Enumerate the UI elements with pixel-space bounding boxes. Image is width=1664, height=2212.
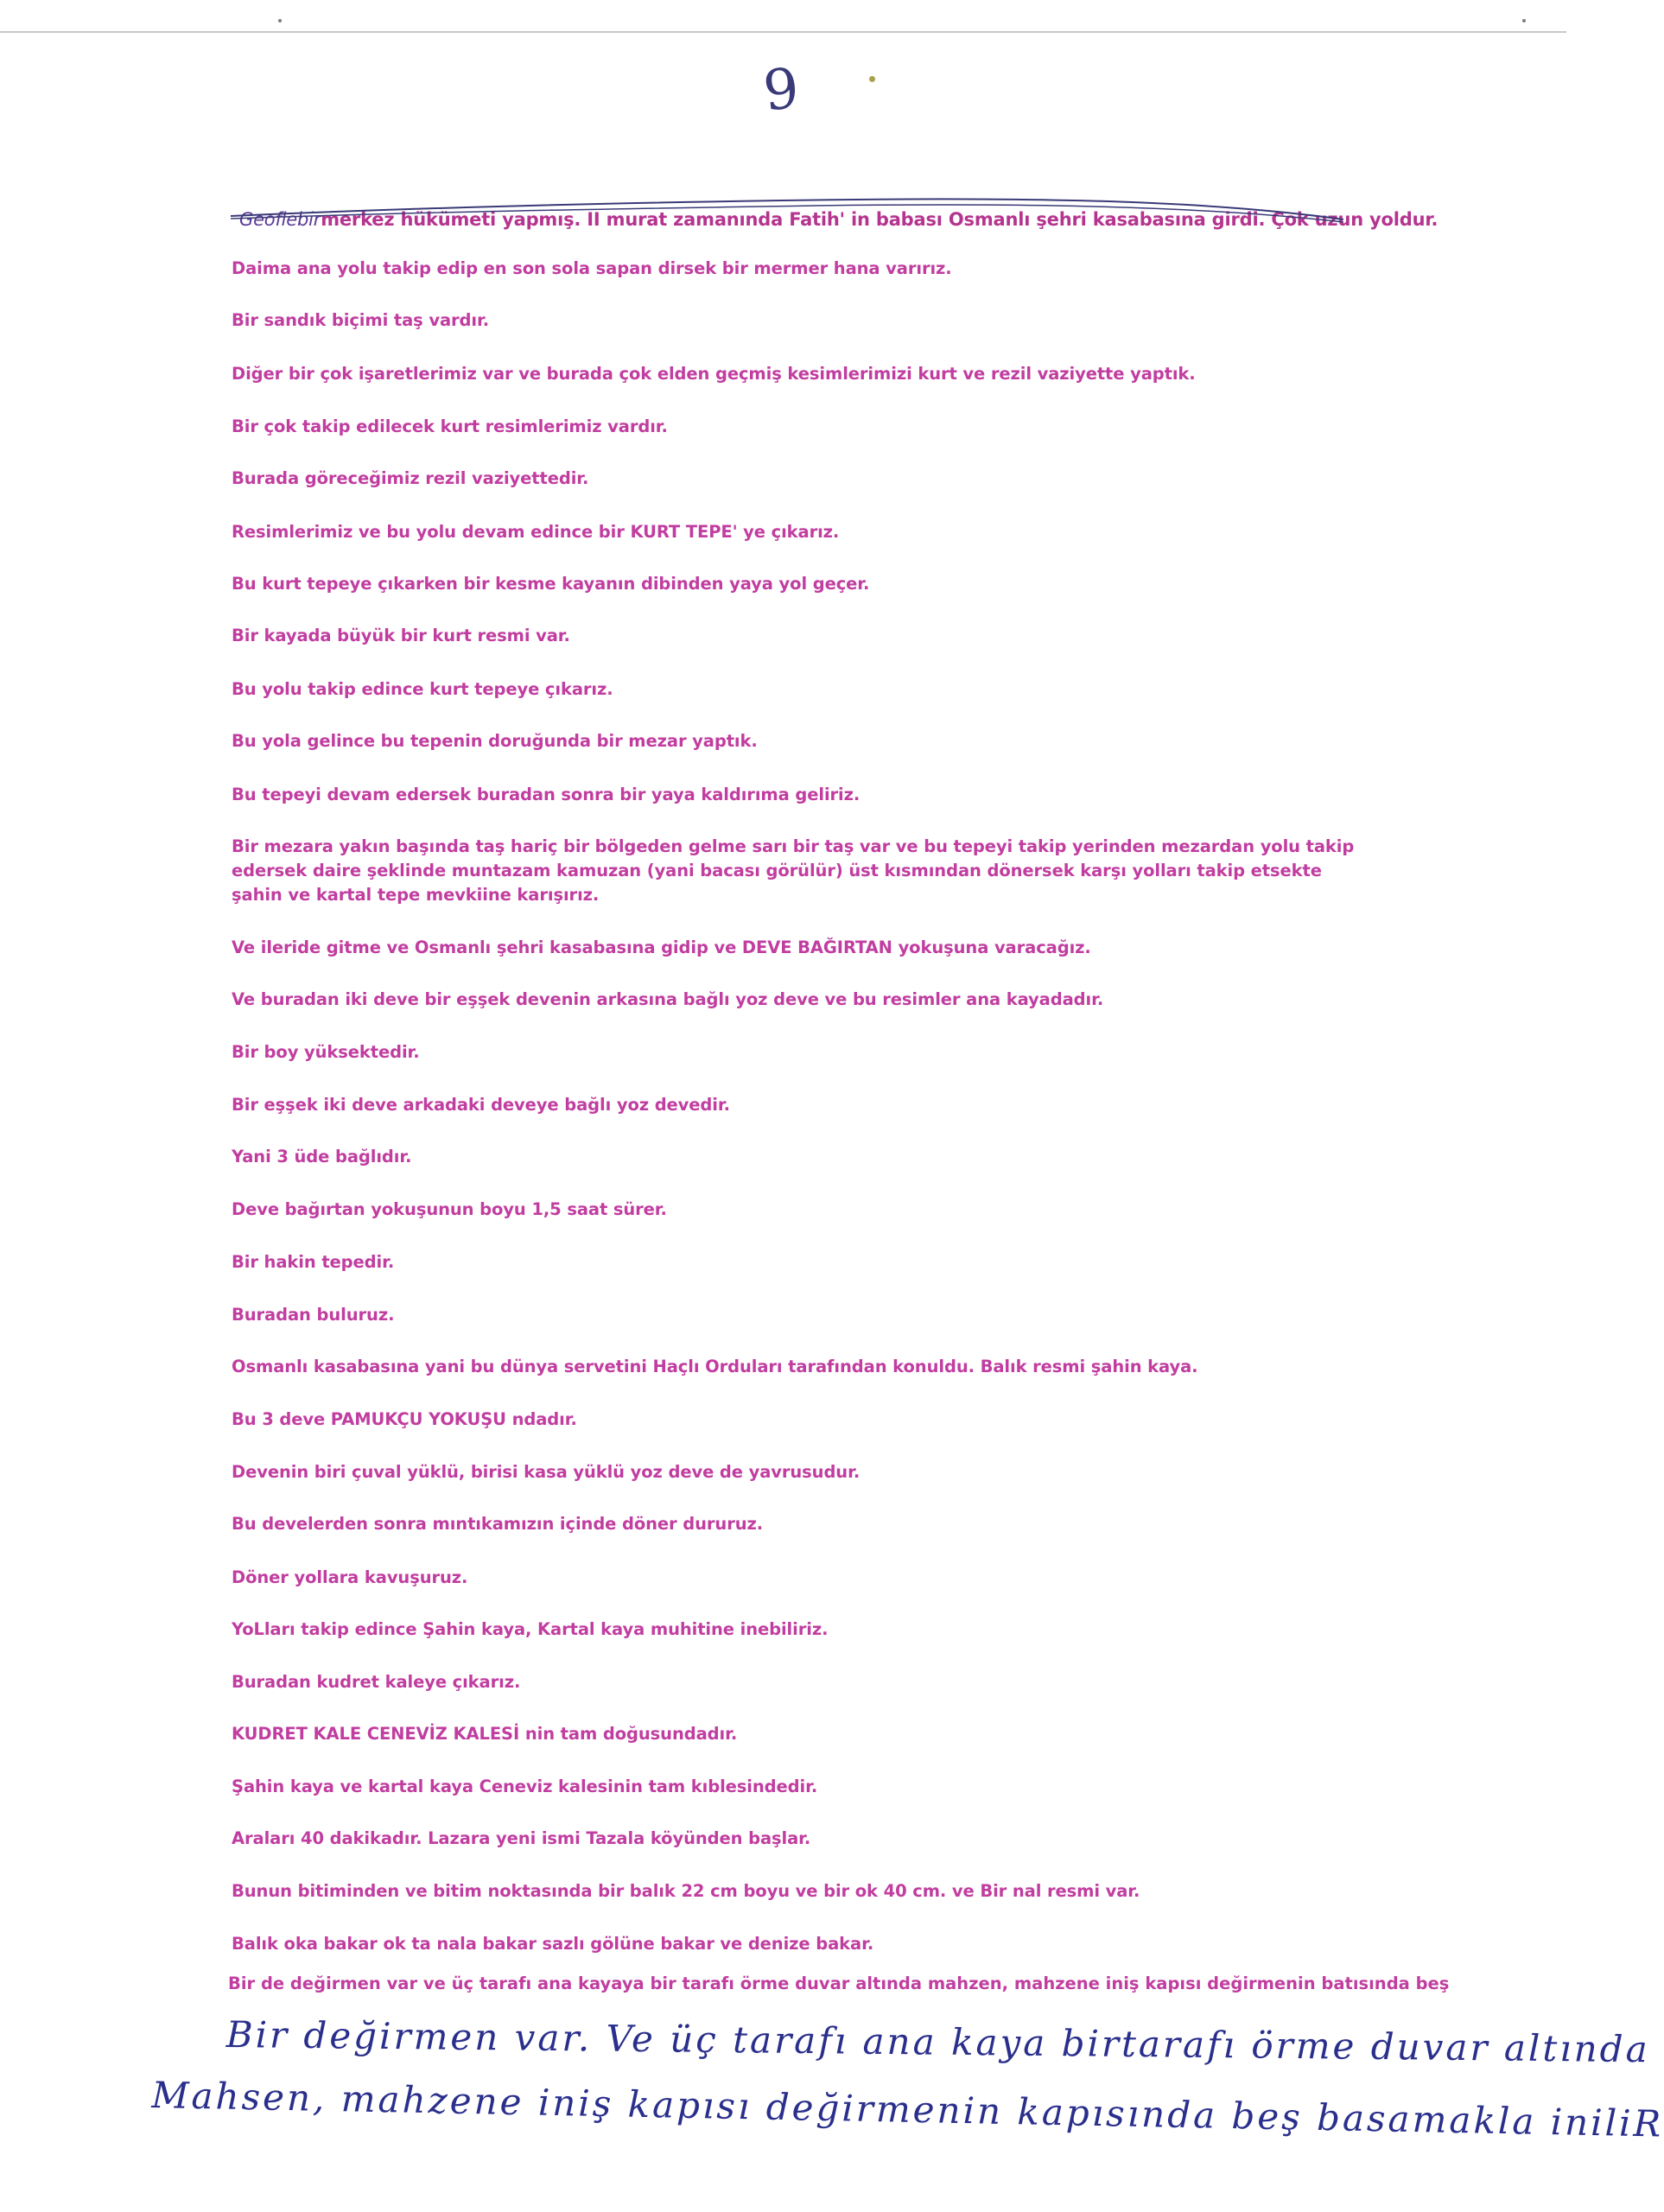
text-line: Araları 40 dakikadır. Lazara yeni ismi Tazala köyünden başlar.	[232, 1828, 811, 1848]
text-line: Osmanlı kasabasına yani bu dünya servetini Haçlı Orduları tarafından konuldu. Balık resmi şahin kaya.	[232, 1357, 1198, 1376]
struck-line-body: merkez hükümeti yapmış. II murat zamanında Fatih' in babası Osmanlı şehri kasabasına girdi. Çok uzun yoldur.	[321, 209, 1439, 230]
text-line: Deve bağırtan yokuşunun boyu 1,5 saat sürer.	[232, 1199, 667, 1219]
scan-speck	[1522, 19, 1526, 22]
text-line: Bir mezara yakın başında taş hariç bir bölgeden gelme sarı bir taş var ve bu tepeyi takip yerinden mezardan yolu takip edersek daire şeklinde muntazam kamuzan (yani bacası görülür) üst kısmından dönersek karşı yolları takip etsekte şahin ve kartal tepe mevkiine karışırız.	[232, 836, 1355, 905]
text-line: Bir hakin tepedir.	[232, 1252, 395, 1272]
handwritten-line-1: Bir değirmen var. Ve üç tarafı ana kaya birtarafı örme duvar altında	[225, 2013, 1650, 2071]
text-line: Daima ana yolu takip edip en son sola sapan dirsek bir mermer hana varırız.	[232, 258, 952, 278]
text-line: Bu yola gelince bu tepenin doruğunda bir mezar yaptık.	[232, 731, 758, 751]
text-line: Şahin kaya ve kartal kaya Ceneviz kalesinin tam kıblesindedir.	[232, 1777, 818, 1796]
text-line: Buradan kudret kaleye çıkarız.	[232, 1672, 521, 1692]
handwritten-prefix: Geoflebir	[239, 209, 321, 230]
text-line: Bir kayada büyük bir kurt resmi var.	[232, 626, 570, 645]
scan-top-rule	[0, 31, 1566, 33]
text-line: KUDRET KALE CENEVİZ KALESİ nin tam doğusundadır.	[232, 1724, 738, 1744]
text-line: Bu tepeyi devam edersek buradan sonra bir yaya kaldırıma geliriz.	[232, 785, 861, 804]
text-line: Yani 3 üde bağlıdır.	[232, 1147, 412, 1166]
text-line: Bu 3 deve PAMUKÇU YOKUŞU ndadır.	[232, 1409, 577, 1429]
text-line: Balık oka bakar ok ta nala bakar sazlı gölüne bakar ve denize bakar.	[232, 1934, 874, 1954]
text-line: YoLları takip edince Şahin kaya, Kartal kaya muhitine inebiliriz.	[232, 1619, 829, 1639]
text-line: Bir boy yüksektedir.	[232, 1042, 420, 1062]
text-line: Bir sandık biçimi taş vardır.	[232, 310, 490, 330]
text-line: Bu yolu takip edince kurt tepeye çıkarız.	[232, 679, 613, 699]
text-line: Ve buradan iki deve bir eşşek devenin arkasına bağlı yoz deve ve bu resimler ana kayadadır.	[232, 989, 1104, 1009]
text-line: Devenin biri çuval yüklü, birisi kasa yüklü yoz deve de yavrusudur.	[232, 1462, 861, 1482]
handwritten-line-2: Mahsen, mahzene iniş kapısı değirmenin kapısında beş basamakla iniliR	[151, 2074, 1664, 2145]
cut-off-line	[228, 1974, 1450, 1996]
text-line: Bunun bitiminden ve bitim noktasında bir balık 22 cm boyu ve bir ok 40 cm. ve Bir nal resmi var.	[232, 1881, 1140, 1901]
text-line: Burada göreceğimiz rezil vaziyettedir.	[232, 468, 589, 488]
text-line: Ve ileride gitme ve Osmanlı şehri kasabasına gidip ve DEVE BAĞIRTAN yokuşuna varacağız.	[232, 938, 1091, 957]
struck-first-line	[229, 190, 1439, 242]
page-number: 9	[760, 56, 803, 124]
text-line: Resimlerimiz ve bu yolu devam edince bir KURT TEPE' ye çıkarız.	[232, 522, 840, 542]
scan-speck	[278, 19, 282, 22]
ink-dot	[869, 76, 875, 82]
text-line: Bu develerden sonra mıntıkamızın içinde döner dururuz.	[232, 1514, 764, 1534]
text-line: Buradan buluruz.	[232, 1305, 395, 1325]
text-line: Bir eşşek iki deve arkadaki deveye bağlı yoz devedir.	[232, 1095, 730, 1115]
text-line: Diğer bir çok işaretlerimiz var ve burada çok elden geçmiş kesimlerimizi kurt ve rezil vaziyette yaptık.	[232, 364, 1196, 384]
text-line: Bu kurt tepeye çıkarken bir kesme kayanın dibinden yaya yol geçer.	[232, 574, 870, 594]
cut-off-line-text: Bir de değirmen var ve üç tarafı ana kayaya bir tarafı örme duvar altında mahzen, mahzene iniş kapısı değirmenin batısında beş	[228, 1974, 1450, 1993]
text-line: Bir çok takip edilecek kurt resimlerimiz vardır.	[232, 416, 668, 436]
text-line: Döner yollara kavuşuruz.	[232, 1567, 468, 1587]
strikethrough-icon	[229, 190, 1352, 242]
